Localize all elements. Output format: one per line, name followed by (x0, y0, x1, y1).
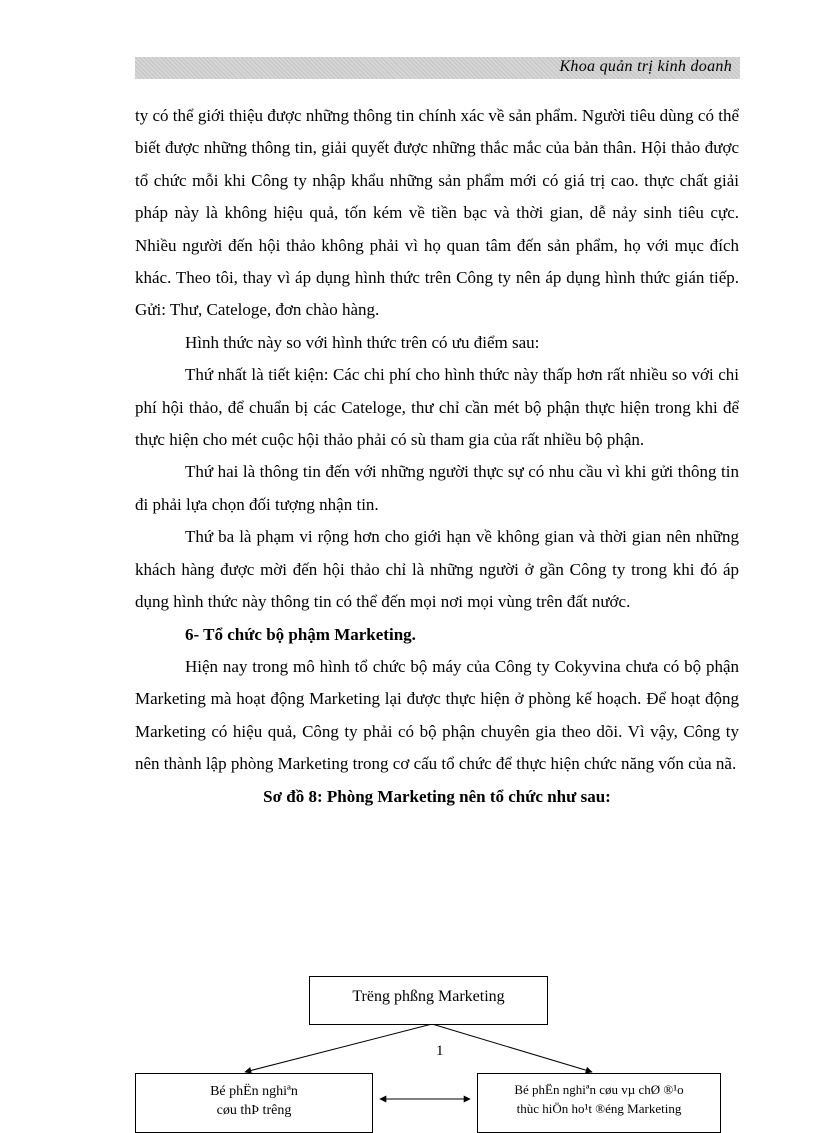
edge-label: 1 (436, 1043, 444, 1059)
paragraph-first-advantage: Thứ nhất là tiết kiện: Các chi phí cho hình thức này thấp hơn rất nhiều so với chi phí hội thảo, để chuẩn bị các Cateloge, thư chỉ cần mét bộ phận thực hiện trong khi để thực hiện cho mét cuộc hội thảo phải có sù tham gia của rất nhiều bộ phận. (135, 365, 739, 450)
connector-to-left (245, 1024, 432, 1072)
paragraph-second-advantage: Thứ hai là thông tin đến với những người thực sự có nhu cầu vì khi gửi thông tin đi phải lựa chọn đối tượng nhận tin. (135, 462, 739, 514)
node-line: Bé phËn nghiªn (210, 1084, 298, 1099)
node-line: Bé phËn nghiªn cøu vµ chØ ®¹o (514, 1082, 684, 1097)
paragraph-continuation: ty có thể giới thiệu được những thông tin chính xác về sản phẩm. Người tiêu dùng có thể biết được những thông tin, giải quyết được những thắc mắc của bản thân. Hội thảo được tổ chức mỗi khi Công ty nhập khẩu những sản phẩm mới có giá trị cao. thực chất giải pháp này là không hiệu quả, tốn kém về tiền bạc và thời gian, dễ nảy sinh tiêu cực. Nhiều người đến hội thảo không phải vì họ quan tâm đến sản phẩm, họ với mục đích khác. Theo tôi, thay vì áp dụng hình thức trên Công ty nên áp dụng hình thức gián tiếp. Gửi: Thư, Cateloge, đơn chào hàng. (135, 106, 739, 320)
node-line: thùc hiÖn ho¹t ®éng Marketing (516, 1101, 682, 1116)
diagram-caption: Sơ đồ 8: Phòng Marketing nên tổ chức như sau: (263, 786, 611, 806)
paragraph-third-advantage: Thứ ba là phạm vi rộng hơn cho giới hạn về không gian và thời gian nên những khách hàng được mời đến hội thảo chỉ là những người ở gần Công ty trong khi đó áp dụng hình thức này thông tin có thể đến mọi nơi mọi vùng trên đất nước. (135, 527, 739, 612)
paragraph-advantages-intro: Hình thức này so với hình thức trên có ưu điểm sau: (185, 332, 540, 352)
marketing-operations-node (477, 1073, 721, 1133)
section-heading: 6- Tổ chức bộ phậm Marketing. (185, 624, 416, 644)
market-research-node (135, 1073, 373, 1133)
node-line: cøu thÞ trêng (216, 1103, 292, 1118)
paragraph-marketing-department: Hiện nay trong mô hình tổ chức bộ máy của Công ty Cokyvina chưa có bộ phận Marketing mà hoạt động Marketing lại được thực hiện ở phòng kế hoạch. Để hoạt động Marketing có hiệu quả, Công ty phải có bộ phận chuyên gia theo dõi. Vì vậy, Công ty nên thành lập phòng Marketing trong cơ cấu tổ chức để thực hiện chức năng vốn của nã. (135, 656, 739, 774)
marketing-head-node: Trëng phßng Marketing (309, 976, 548, 1025)
header-title: Khoa quản trị kinh doanh (559, 58, 732, 75)
connector-to-right (432, 1024, 592, 1072)
